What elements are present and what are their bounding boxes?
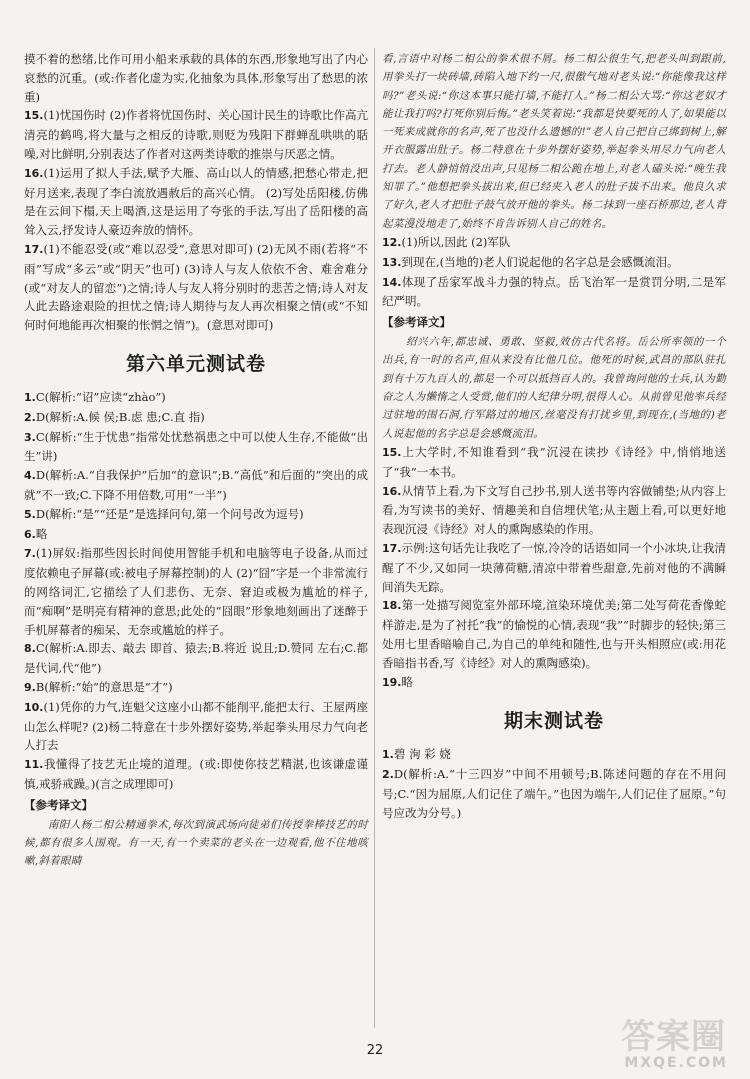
unit6-answer-13: [382, 253, 726, 273]
unit6-answer-12: [382, 233, 726, 253]
answer-number: 8.: [24, 642, 36, 656]
reference-translation-continued: 看,言语中对杨二相公的拳术很不屑。杨二相公很生气,把老头叫到跟前,用拳头打一块砖墙,砖陷入地下约一尺,很傲气地对老头说:“你能像我这样吗?”老头说:“你这本事只能打墙,不能打人。”杨二相公大骂:“你这老奴才能让我打吗?打死你别后悔。”老头笑着说:“我都是快要死的人了,如果能以一死来成就你的名声,死了也没什么遗憾的!”老人自己把自己绑到树上,解开衣服露出肚子。杨二特意在十步外摆好姿势,举起拳头用尽力气向老人打去。老人静悄悄没出声,只见杨二相公跪在地上,对老人磕头说:“晚生我知罪了。”他想把拳头拔出来,但已经夹入老人的肚子拔不出来。他良久求了好久,老人才把肚子鼓气放开他的拳头。杨二抹到一座石桥那边,老人背起菜漫没地走了,始终不肯告诉别人自己的姓名。: [382, 53, 726, 230]
answer-number: 2.: [24, 410, 36, 424]
answer-number: 4.: [24, 469, 36, 483]
answer-number: 19.: [382, 675, 402, 689]
answer-number: 1.: [382, 748, 394, 762]
answer-number: 17.: [24, 242, 44, 256]
answer-number: 12.: [382, 235, 402, 249]
answer-text: 从情节上看,为下文写自己抄书,别人送书等内容做铺垫;从内容上看,为写读书的美好、情趣美和自信埋伏笔;从主题上看,可以更好地表现沉浸《诗经》对人的熏陶感染的作用。: [382, 483, 726, 537]
reference-translation-heading: 【参考译文】: [24, 797, 93, 812]
answer-text: 体现了岳家军战斗力强的特点。岳飞治军一是赏罚分明,二是军纪严明。: [382, 274, 726, 309]
answer-fragment: 摸不着的愁绪,比作可用小船来承载的具体的东西,形象地写出了内心哀愁的沉重。(或:作者化虚为实,化抽象为具体,形象写出了愁思的浓重): [24, 52, 368, 104]
final-answer-1: [382, 745, 726, 765]
watermark: [582, 1009, 732, 1071]
answer-text: 第一处描写阅览室外部环境,渲染环境优美;第二处写荷花香像蛇样游走,是为了衬托“我”的愉悦的心情,表现“我”“时脚步的轻快;第三处用七里香暗喻自己,为自己的单纯和随性,也与开头相照应(或:用花香暗指书香,写《诗经》对人的熏陶感染)。: [382, 598, 726, 670]
answer-text: 略: [401, 674, 413, 689]
answer-text: 上大学时,不知谁看到“我”沉浸在读抄《诗经》中,悄悄地送了“我”一本书。: [382, 444, 726, 479]
watermark-logo: 答案圈: [621, 1017, 726, 1057]
answer-text: 示例:这句话先让我吃了一惊,冷冷的话语如同一个小冰块,让我清醒了不少,又如同一块薄荷糖,清凉中带着些甜意,先前对他的不满瞬间消失无踪。: [382, 540, 726, 594]
answer-text: D(解析:A.“自我保护”后加“的意识”;B.“高低”和后面的“突出的成就”不一致;C.下降不用倍数,可用“一半”): [24, 468, 368, 502]
answer-number: 7.: [24, 547, 36, 561]
answer-16: [24, 164, 368, 240]
answer-number: 3.: [24, 430, 36, 444]
reference-translation-text: 南阳人杨二相公精通拳术,每次到演武场向徒弟们传授拳棒技艺的时候,都有很多人围观。有一天,有一个卖菜的老头在一边观看,他不住地咳嗽,斜着眼睛: [24, 818, 368, 868]
final-answer-2: [382, 765, 726, 822]
answer-number: 2.: [382, 768, 394, 782]
unit6-answer-17: [382, 539, 726, 596]
section-title-unit6: 第六单元测试卷: [125, 352, 266, 375]
unit6-answer-4: [24, 466, 368, 505]
unit6-answer-15: [382, 443, 726, 482]
answer-text: (1)屏奴:指那些因长时间使用智能手机和电脑等电子设备,从而过度依赖电子屏幕(或:被电子屏幕控制)的人 (2)“囧”字是一个非常流行的网络词汇,它描绘了人们悲伤、无奈、窘迫或极为尴尬的样子,而“痴啊”是明亮有精神的意思;此处的“囧眼”形象地刻画出了迷醉于手机屏幕者的痴呆、无奈或尴尬的样子。: [24, 546, 368, 637]
unit6-answer-1: [24, 388, 368, 408]
answer-number: 1.: [24, 390, 36, 404]
right-column: [382, 50, 726, 822]
unit6-answer-11: [24, 755, 368, 794]
unit6-answer-3: [24, 428, 368, 467]
unit6-answer-18: [382, 596, 726, 672]
answer-text: C(解析:A.即去、敲去 即首、猿去;B.将近 说且;D.赞同 左右;C.都是代词,代“他”): [24, 641, 368, 676]
watermark-url: MXQE.COM: [624, 1055, 728, 1071]
answer-number: 15.: [382, 445, 402, 459]
answer-number: 13.: [382, 255, 402, 269]
answer-number: 16.: [382, 484, 402, 498]
answer-text: (1)凭你的力气,连魁父这座小山都不能削平,能把太行、王屋两座山怎么样呢? (2)杨二特意在十步外摆好姿势,举起拳头用尽力气向老人打去: [24, 699, 368, 753]
answer-text: 到现在,(当地的)老人们说起他的名字总是会感慨流泪。: [401, 254, 679, 269]
answer-17: [24, 240, 368, 335]
answer-number: 5.: [24, 507, 36, 521]
answer-number: 10.: [24, 700, 44, 714]
answer-text: C(解析:“生于忧患”指常处忧愁祸患之中可以使人生存,不能做“出生”讲): [24, 429, 368, 464]
reference-translation-heading-2: 【参考译文】: [382, 315, 451, 330]
answer-text: D(解析:“是”“还是”是选择问句,第一个问号改为逗号): [35, 506, 304, 521]
answer-text: 略: [35, 526, 48, 541]
column-divider: [374, 48, 375, 1028]
answer-text: (1)所以,因此 (2)军队: [401, 234, 511, 249]
answer-text: D(解析:A.“十三四岁”中间不用顿号;B.陈述问题的存在不用问号;C.“因为屈原,人们记住了端午。”也因为端午,人们记住了屈原。”句号应改为分号。): [382, 767, 726, 820]
answer-15: [24, 106, 368, 163]
answer-number: 11.: [24, 758, 44, 772]
answer-number: 16.: [24, 166, 44, 180]
unit6-answer-9: [24, 678, 368, 698]
unit6-answer-14: [382, 273, 726, 312]
answer-number: 15.: [24, 109, 44, 123]
answer-text: 我懂得了技艺无止境的道理。(或:即使你技艺精湛,也该谦虚谨慎,戒骄戒躁。)(言之成理即可): [24, 757, 368, 791]
answer-text: C(解析:“诏”应读“zhào”): [35, 389, 166, 404]
unit6-answer-8: [24, 639, 368, 678]
unit6-answer-19: [382, 673, 726, 693]
answer-text: (1)忧国伤时 (2)作者将忧国伤时、关心国计民生的诗歌比作高亢清亮的鹤鸣,将大量与之相反的诗歌,则贬为残阳下群蝉乱哄哄的聒噪,对比鲜明,分别表达了作者对这两类诗歌的推崇与厌恶之情。: [24, 108, 368, 161]
left-column: [24, 50, 368, 871]
unit6-answer-5: [24, 505, 368, 525]
unit6-answer-6: [24, 525, 368, 545]
answer-text: (1)不能忍受(或“难以忍受”,意思对即可) (2)无风不雨(若将“不雨”写成“多云”或“阴天”也可) (3)诗人与友人依依不舍、难舍难分(或“对友人的留恋”)之情;诗人与友人将分别时的悲苦之情;诗人对友人此去路途艰险的担忧之情;诗人期待与友人再次相聚之情(或“不知何时何地能再次相聚的怅惘之情”)。(意思对即可): [24, 241, 368, 333]
unit6-answer-7: [24, 544, 368, 639]
reference-translation-text-2: 绍兴六年,都忠诚、勇敢、坚毅,效仿古代名将。岳公所率领的一个出兵,有一时的名声,但从来没有比他几位。他死的时候,武昌的部队驻扎到有十万九百人的,都是一个可以抵挡百人的。我曾询问他的士兵,认为勤奋之人为懒惰之人受赏,他们的人纪律分明,很得人心。从前曾见他率兵经过驻地的围石洞,行军路过的地区,丝毫没有打扰乡里,到现在,(当地的)老人说起他的名字总是会感慨流泪。: [382, 336, 726, 440]
answer-number: 9.: [24, 680, 36, 694]
answer-number: 6.: [24, 527, 36, 541]
unit6-answer-10: [24, 698, 368, 755]
page-number: 22: [366, 1043, 384, 1058]
answer-number: 18.: [382, 599, 402, 613]
answer-text: B(解析:“始”的意思是“才”): [35, 679, 173, 694]
unit6-answer-16: [382, 482, 726, 539]
answer-number: 17.: [382, 541, 402, 555]
answer-text: 碧 洵 彩 娆: [393, 747, 451, 762]
answer-text: (1)运用了拟人手法,赋予大雁、高山以人的情感,把愁心带走,把好月送来,表现了李白流放遇赦后的高兴心情。 (2)写处岳阳楼,仿佛是在云间下榻,天上喝酒,这是运用了夸张的手法,写出了岳阳楼的高耸入云,抒发诗人豪迈奔放的情怀。: [24, 165, 368, 238]
answer-text: D(解析:A.候 侯;B.虑 患;C.直 指): [35, 409, 205, 424]
unit6-answer-2: [24, 408, 368, 428]
section-title-final: 期末测试卷: [503, 710, 604, 733]
answer-number: 14.: [382, 275, 402, 289]
